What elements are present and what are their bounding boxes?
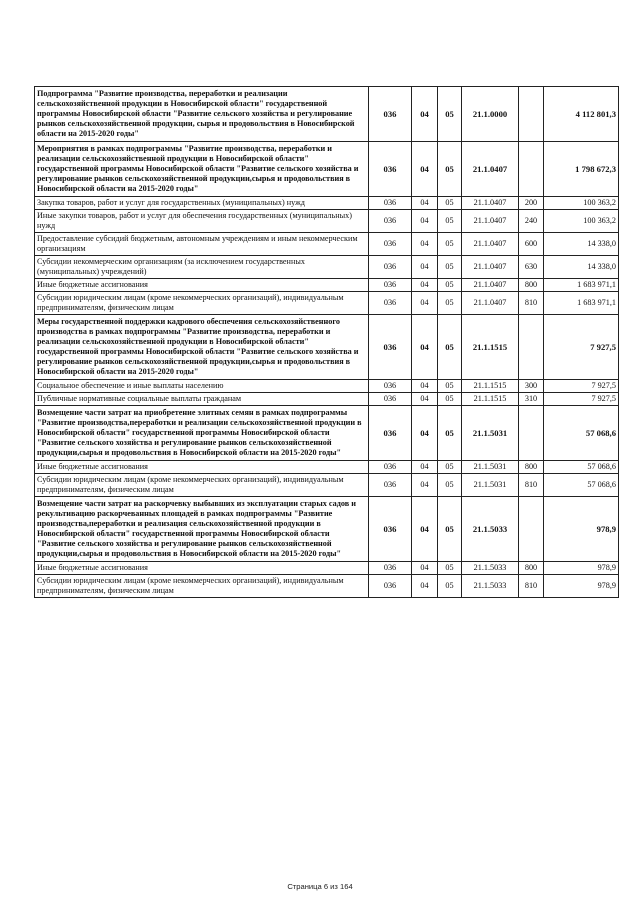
row-name-cell: Субсидии юридическим лицам (кроме некоммерческих организаций), индивидуальным предпринимателям, физическим лицам xyxy=(35,292,369,315)
subsection-code-cell: 05 xyxy=(438,562,462,575)
row-name-cell: Иные закупки товаров, работ и услуг для обеспечения государственных (муниципальных) нужд xyxy=(35,210,369,233)
table-row xyxy=(35,233,619,256)
table-row xyxy=(35,279,619,292)
target-article-cell: 21.1.5031 xyxy=(462,406,519,461)
target-article-cell: 21.1.1515 xyxy=(462,380,519,393)
subsection-code-cell: 05 xyxy=(438,210,462,233)
expense-type-cell xyxy=(519,87,544,142)
row-name-cell: Иные бюджетные ассигнования xyxy=(35,279,369,292)
table-row xyxy=(35,406,619,461)
amount-cell: 978,9 xyxy=(544,575,619,598)
subsection-code-cell: 05 xyxy=(438,406,462,461)
row-name-cell: Возмещение части затрат на раскорчевку выбывших из эксплуатации старых садов и рекультивацию раскорчеванных площадей в рамках подпрограммы "Развитие производства,переработки и реализация сельскохозяйственной продукции в Новосибирской области" государственной программы Новосибирской области "Развитие сельского хозяйства и регулирование рынков сельскохозяйственной продукции,сырья и продовольствия в Новосибирской области на 2015-2020 годы" xyxy=(35,497,369,562)
row-name-cell: Субсидии юридическим лицам (кроме некоммерческих организаций), индивидуальным предпринимателям, физическим лицам xyxy=(35,474,369,497)
amount-cell: 978,9 xyxy=(544,497,619,562)
section-code-cell: 04 xyxy=(412,233,438,256)
target-article-cell: 21.1.5031 xyxy=(462,461,519,474)
table-row xyxy=(35,497,619,562)
expense-type-cell: 800 xyxy=(519,461,544,474)
grbs-code-cell: 036 xyxy=(369,497,412,562)
amount-cell: 14 338,0 xyxy=(544,256,619,279)
section-code-cell: 04 xyxy=(412,461,438,474)
row-name-cell: Возмещение части затрат на приобретение элитных семян в рамках подпрограммы "Развитие производства,переработки и реализации сельскохозяйственной продукции в Новосибирской области" государственной программы Новосибирской области "Развитие сельского хозяйства и регулирование рынков сельскохозяйственной продукции,сырья и продовольствия в Новосибирской области на 2015-2020 годы" xyxy=(35,406,369,461)
amount-cell: 14 338,0 xyxy=(544,233,619,256)
expense-type-cell xyxy=(519,315,544,380)
budget-table xyxy=(34,86,619,598)
target-article-cell: 21.1.0407 xyxy=(462,210,519,233)
subsection-code-cell: 05 xyxy=(438,233,462,256)
grbs-code-cell: 036 xyxy=(369,474,412,497)
grbs-code-cell: 036 xyxy=(369,256,412,279)
row-name-cell: Предоставление субсидий бюджетным, автономным учреждениям и иным некоммерческим организациям xyxy=(35,233,369,256)
grbs-code-cell: 036 xyxy=(369,292,412,315)
table-row xyxy=(35,292,619,315)
grbs-code-cell: 036 xyxy=(369,87,412,142)
amount-cell: 1 683 971,1 xyxy=(544,292,619,315)
expense-type-cell: 300 xyxy=(519,380,544,393)
target-article-cell: 21.1.1515 xyxy=(462,315,519,380)
section-code-cell: 04 xyxy=(412,406,438,461)
grbs-code-cell: 036 xyxy=(369,461,412,474)
section-code-cell: 04 xyxy=(412,315,438,380)
grbs-code-cell: 036 xyxy=(369,315,412,380)
subsection-code-cell: 05 xyxy=(438,474,462,497)
target-article-cell: 21.1.5031 xyxy=(462,474,519,497)
section-code-cell: 04 xyxy=(412,210,438,233)
target-article-cell: 21.1.1515 xyxy=(462,393,519,406)
row-name-cell: Мероприятия в рамках подпрограммы "Развитие производства, переработки и реализации сельскохозяйственной продукции в Новосибирской области" государственной программы Новосибирской области "Развитие сельского хозяйства и регулирование рынков сельскохозяйственной продукции,сырья и продовольствия в Новосибирской области на 2015-2020 годы" xyxy=(35,142,369,197)
table-row xyxy=(35,315,619,380)
table-row xyxy=(35,393,619,406)
section-code-cell: 04 xyxy=(412,474,438,497)
section-code-cell: 04 xyxy=(412,380,438,393)
grbs-code-cell: 036 xyxy=(369,142,412,197)
section-code-cell: 04 xyxy=(412,393,438,406)
row-name-cell: Субсидии некоммерческим организациям (за исключением государственных (муниципальных) учреждений) xyxy=(35,256,369,279)
table-row xyxy=(35,197,619,210)
subsection-code-cell: 05 xyxy=(438,393,462,406)
target-article-cell: 21.1.5033 xyxy=(462,497,519,562)
expense-type-cell xyxy=(519,497,544,562)
amount-cell: 57 068,6 xyxy=(544,406,619,461)
amount-cell: 7 927,5 xyxy=(544,315,619,380)
table-row xyxy=(35,256,619,279)
budget-table-container xyxy=(34,86,618,598)
grbs-code-cell: 036 xyxy=(369,279,412,292)
page-number: Страница 6 из 164 xyxy=(287,882,353,891)
amount-cell: 100 363,2 xyxy=(544,210,619,233)
amount-cell: 7 927,5 xyxy=(544,393,619,406)
grbs-code-cell: 036 xyxy=(369,562,412,575)
subsection-code-cell: 05 xyxy=(438,575,462,598)
section-code-cell: 04 xyxy=(412,575,438,598)
table-row xyxy=(35,380,619,393)
expense-type-cell: 200 xyxy=(519,197,544,210)
subsection-code-cell: 05 xyxy=(438,87,462,142)
amount-cell: 7 927,5 xyxy=(544,380,619,393)
target-article-cell: 21.1.0407 xyxy=(462,256,519,279)
target-article-cell: 21.1.0407 xyxy=(462,197,519,210)
subsection-code-cell: 05 xyxy=(438,292,462,315)
budget-table-body xyxy=(35,87,619,598)
section-code-cell: 04 xyxy=(412,87,438,142)
expense-type-cell: 600 xyxy=(519,233,544,256)
row-name-cell: Иные бюджетные ассигнования xyxy=(35,562,369,575)
table-row xyxy=(35,575,619,598)
amount-cell: 57 068,6 xyxy=(544,461,619,474)
grbs-code-cell: 036 xyxy=(369,575,412,598)
table-row xyxy=(35,461,619,474)
expense-type-cell: 800 xyxy=(519,562,544,575)
section-code-cell: 04 xyxy=(412,142,438,197)
row-name-cell: Социальное обеспечение и иные выплаты населению xyxy=(35,380,369,393)
grbs-code-cell: 036 xyxy=(369,210,412,233)
table-row xyxy=(35,562,619,575)
table-row xyxy=(35,210,619,233)
target-article-cell: 21.1.0407 xyxy=(462,292,519,315)
target-article-cell: 21.1.0000 xyxy=(462,87,519,142)
section-code-cell: 04 xyxy=(412,497,438,562)
amount-cell: 978,9 xyxy=(544,562,619,575)
amount-cell: 1 683 971,1 xyxy=(544,279,619,292)
row-name-cell: Меры государственной поддержки кадрового обеспечения сельскохозяйственного производства в рамках подпрограммы "Развитие производства, переработки и реализации сельскохозяйственной продукции в Новосибирской области" государственной программы Новосибирской области "Развитие сельского хозяйства и регулирование рынков сельскохозяйственной продукции,сырья и продовольствия в Новосибирской области на 2015-2020 годы" xyxy=(35,315,369,380)
subsection-code-cell: 05 xyxy=(438,497,462,562)
grbs-code-cell: 036 xyxy=(369,380,412,393)
row-name-cell: Иные бюджетные ассигнования xyxy=(35,461,369,474)
expense-type-cell: 810 xyxy=(519,474,544,497)
amount-cell: 57 068,6 xyxy=(544,474,619,497)
target-article-cell: 21.1.0407 xyxy=(462,142,519,197)
expense-type-cell: 630 xyxy=(519,256,544,279)
subsection-code-cell: 05 xyxy=(438,461,462,474)
row-name-cell: Подпрограмма "Развитие производства, переработки и реализации сельскохозяйственной продукции в Новосибирской области" государственной программы Новосибирской области "Развитие сельского хозяйства и регулирование рынков сельскохозяйственной продукции, сырья и продовольствия в Новосибирской области на 2015-2020 годы" xyxy=(35,87,369,142)
expense-type-cell: 310 xyxy=(519,393,544,406)
section-code-cell: 04 xyxy=(412,279,438,292)
table-row xyxy=(35,87,619,142)
subsection-code-cell: 05 xyxy=(438,279,462,292)
grbs-code-cell: 036 xyxy=(369,406,412,461)
amount-cell: 1 798 672,3 xyxy=(544,142,619,197)
section-code-cell: 04 xyxy=(412,562,438,575)
table-row xyxy=(35,474,619,497)
target-article-cell: 21.1.0407 xyxy=(462,233,519,256)
row-name-cell: Публичные нормативные социальные выплаты гражданам xyxy=(35,393,369,406)
amount-cell: 100 363,2 xyxy=(544,197,619,210)
subsection-code-cell: 05 xyxy=(438,380,462,393)
target-article-cell: 21.1.5033 xyxy=(462,562,519,575)
grbs-code-cell: 036 xyxy=(369,197,412,210)
expense-type-cell: 240 xyxy=(519,210,544,233)
subsection-code-cell: 05 xyxy=(438,256,462,279)
grbs-code-cell: 036 xyxy=(369,233,412,256)
expense-type-cell xyxy=(519,406,544,461)
grbs-code-cell: 036 xyxy=(369,393,412,406)
subsection-code-cell: 05 xyxy=(438,315,462,380)
target-article-cell: 21.1.0407 xyxy=(462,279,519,292)
row-name-cell: Закупка товаров, работ и услуг для государственных (муниципальных) нужд xyxy=(35,197,369,210)
target-article-cell: 21.1.5033 xyxy=(462,575,519,598)
subsection-code-cell: 05 xyxy=(438,142,462,197)
expense-type-cell: 810 xyxy=(519,292,544,315)
table-row xyxy=(35,142,619,197)
section-code-cell: 04 xyxy=(412,197,438,210)
section-code-cell: 04 xyxy=(412,292,438,315)
amount-cell: 4 112 801,3 xyxy=(544,87,619,142)
row-name-cell: Субсидии юридическим лицам (кроме некоммерческих организаций), индивидуальным предпринимателям, физическим лицам xyxy=(35,575,369,598)
section-code-cell: 04 xyxy=(412,256,438,279)
expense-type-cell: 800 xyxy=(519,279,544,292)
expense-type-cell xyxy=(519,142,544,197)
subsection-code-cell: 05 xyxy=(438,197,462,210)
expense-type-cell: 810 xyxy=(519,575,544,598)
